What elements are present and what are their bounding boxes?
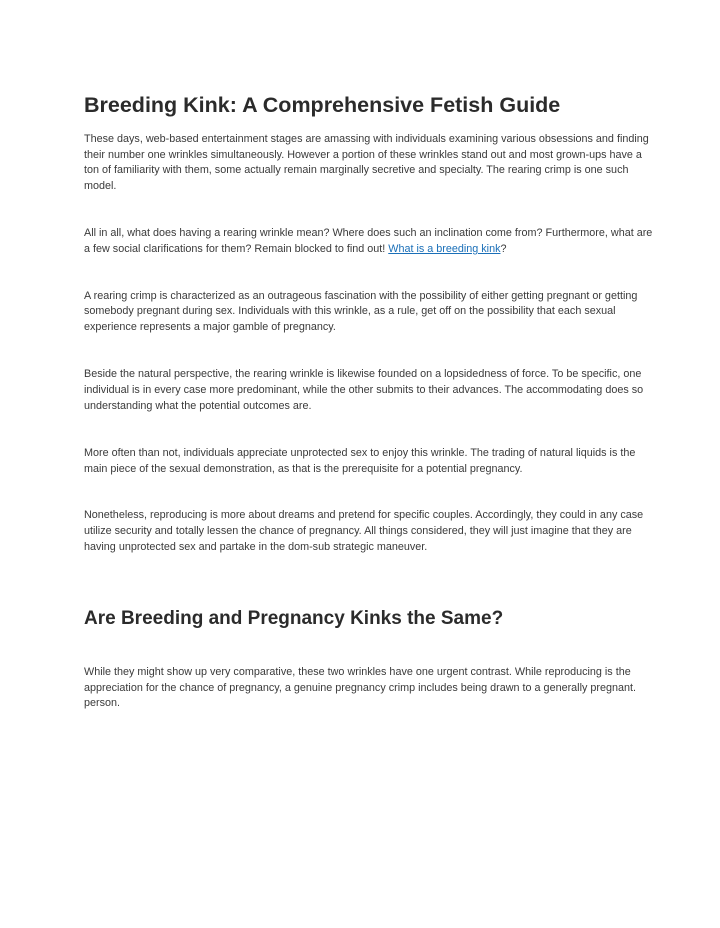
document-title: Breeding Kink: A Comprehensive Fetish Guide xyxy=(84,93,561,117)
document-content xyxy=(84,92,654,712)
paragraph-unprotected: More often than not, individuals appreciate unprotected sex to enjoy this wrinkle. The trading of natural liquids is the main piece of the sexual demonstration, as that is the prerequisite for a potential pregnancy. xyxy=(84,447,636,475)
paragraph-questions xyxy=(84,226,654,257)
breeding-kink-link[interactable]: What is a breeding kink xyxy=(388,242,501,255)
paragraph-intro: These days, web-based entertainment stages are amassing with individuals examining various obsessions and finding their number one wrinkles simultaneously. However a portion of these wrinkles stand out and most grown-ups have a ton of familiarity with them, some actually remain marginally secretive and specialty. The rearing crimp is one such model. xyxy=(84,133,649,192)
paragraph-comparison: While they might show up very comparative, these two wrinkles have one urgent contrast. While reproducing is the appreciation for the chance of pregnancy, a genuine pregnancy crimp includes being drawn to a generally pregnant. person. xyxy=(84,666,636,710)
paragraph-power-imbalance: Beside the natural perspective, the rearing wrinkle is likewise founded on a lopsidedness of force. To be specific, one individual is in every case more predominant, while the other submits to their advances. The accommodating does so understanding what the potential outcomes are. xyxy=(84,368,644,412)
paragraph-questions-suffix: ? xyxy=(500,242,507,255)
paragraph-questions-text: All in all, what does having a rearing wrinkle mean? Where does such an inclination come from? Furthermore, what are a few social clarifications for them? Remain blocked to find out! xyxy=(84,227,653,255)
section-heading-wrap xyxy=(84,607,654,631)
paragraph-definition: A rearing crimp is characterized as an outrageous fascination with the possibility of either getting pregnant or getting somebody pregnant during sex. Individuals with this wrinkle, as a rule, get off on the possibility that each sexual experience represents a major gamble of pregnancy. xyxy=(84,289,638,333)
section-heading: Are Breeding and Pregnancy Kinks the Same? xyxy=(84,608,504,630)
paragraph-fantasy: Nonetheless, reproducing is more about dreams and pretend for specific couples. Accordingly, they could in any case utilize security and totally lessen the chance of pregnancy. All things considered, they will just imagine that they are having unprotected sex and partake in the dom-sub strategic maneuver. xyxy=(84,509,644,553)
